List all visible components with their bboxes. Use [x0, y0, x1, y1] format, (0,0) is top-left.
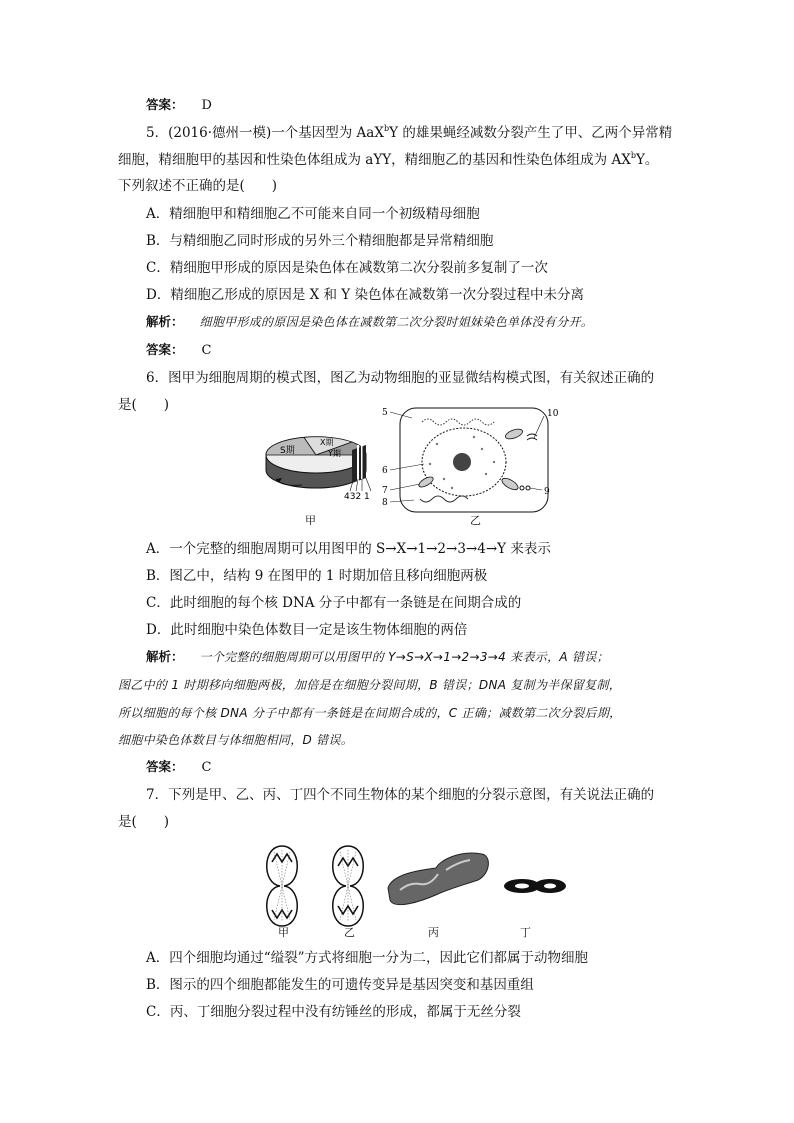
answer-value: C	[201, 760, 212, 775]
q6-answer-line	[146, 757, 211, 778]
x-phase-label: X期	[320, 438, 334, 447]
label-10: 10	[547, 409, 559, 419]
caption-ding-7: 丁	[520, 926, 531, 939]
q6-option-d: D．此时细胞中染色体数目一定是该生物体细胞的两倍	[146, 622, 468, 638]
caption-yi-7: 乙	[344, 926, 355, 939]
label-7: 7	[382, 486, 388, 496]
q7-stem-line1: 7．下列是甲、乙、丙、丁四个不同生物体的某个细胞的分裂示意图，有关说法正确的	[146, 787, 655, 803]
answer-label: 答案：	[146, 759, 184, 774]
q7-option-a: A．四个细胞均通过“缢裂”方式将细胞一分为二，因此它们都属于动物细胞	[146, 950, 589, 966]
label-8: 8	[382, 498, 388, 508]
q5-stem-text: 5．(2016·德州一模)一个基因型为 AaX	[146, 125, 384, 141]
q7-option-c: C．丙、丁细胞分裂过程中没有纺锤丝的形成，都属于无丝分裂	[146, 1004, 521, 1020]
q5-option-d: D．精细胞乙形成的原因是 X 和 Y 染色体在减数第一次分裂过程中未分离	[146, 287, 585, 303]
cell-cycle-diagram	[262, 415, 388, 510]
q5-answer-line	[146, 340, 211, 361]
answer-label: 答案：	[146, 342, 184, 357]
q6-option-c: C．此时细胞的每个核 DNA 分子中都有一条链是在间期合成的	[146, 595, 522, 611]
answer-label: 答案：	[146, 97, 184, 112]
cell-bing	[388, 853, 488, 905]
q7-option-b: B．图示的四个细胞都能发生的可遗传变异是基因突变和基因重组	[146, 977, 534, 993]
q5-stem-text: Y 的雄果蝇经减数分裂产生了甲、乙两个异常精	[389, 125, 673, 141]
caption-bing-7: 丙	[428, 926, 439, 939]
explain-text: 细胞甲形成的原因是染色体在减数第二次分裂时姐妹染色单体没有分开。	[199, 315, 594, 329]
q6-explanation-line3: 所以细胞的每个核 DNA 分子中都有一条链是在间期合成的，C 正确；减数第二次分裂后期，	[118, 706, 622, 720]
q5-option-c: C．精细胞甲形成的原因是染色体在减数第二次分裂前多复制了一次	[146, 260, 548, 276]
q6-stem-line2: 是( )	[118, 397, 170, 413]
q5-stem-text: 细胞，精细胞甲的基因和性染色体组成为 aYY，精细胞乙的基因和性染色体组成为 AX	[118, 152, 631, 168]
explain-text: 一个完整的细胞周期可以用图甲的 Y→S→X→1→2→3→4 来表示，A 错误；	[199, 650, 609, 664]
label-5: 5	[382, 408, 388, 418]
superscript: b	[383, 124, 390, 133]
q6-option-b: B．图乙中，结构 9 在图甲的 1 时期加倍且移向细胞两极	[146, 568, 488, 584]
caption-jia: 甲	[305, 514, 316, 527]
s-phase-label: S期	[280, 446, 295, 456]
cell-division-figures	[260, 840, 570, 932]
q6-explanation-line4: 细胞中染色体数目与体细胞相同，D 错误。	[118, 733, 354, 747]
animal-cell-diagram	[382, 404, 572, 516]
cell-yi	[333, 846, 364, 926]
q5-option-b: B．与精细胞乙同时形成的另外三个精细胞都是异常精细胞	[146, 233, 494, 249]
answer-value: C	[201, 343, 212, 358]
caption-jia-7: 甲	[278, 926, 289, 939]
label-6: 6	[382, 466, 388, 476]
q5-stem-text: Y。	[635, 152, 659, 168]
q5-stem-line1	[146, 123, 672, 143]
q6-explanation-line1	[146, 647, 609, 667]
explain-label: 解析：	[146, 314, 184, 329]
label-9: 9	[544, 487, 550, 497]
explain-label: 解析：	[146, 649, 184, 664]
cell-ding	[504, 879, 566, 893]
q5-stem-line2	[118, 150, 658, 170]
answer-value: D	[201, 98, 212, 113]
superscript: b	[630, 151, 636, 160]
q6-explanation-line2: 图乙中的 1 时期移向细胞两极，加倍是在细胞分裂间期，B 错误；DNA 复制为半保留复制，	[118, 678, 622, 692]
cell-jia	[267, 846, 298, 926]
y-phase-label: Y期	[328, 449, 341, 458]
q5-stem-line3: 下列叙述不正确的是( )	[118, 178, 278, 194]
q4-answer-line	[146, 95, 212, 116]
q6-option-a: A．一个完整的细胞周期可以用图甲的 S→X→1→2→3→4→Y 来表示	[146, 541, 551, 557]
q7-stem-line2: 是( )	[118, 814, 170, 830]
phase-numbers: 432 1	[344, 492, 370, 502]
q5-explanation	[146, 312, 593, 332]
q6-stem-line1: 6．图甲为细胞周期的模式图，图乙为动物细胞的亚显微结构模式图，有关叙述正确的	[146, 370, 655, 386]
q5-option-a: A．精细胞甲和精细胞乙不可能来自同一个初级精母细胞	[146, 206, 480, 222]
caption-yi: 乙	[470, 514, 481, 527]
